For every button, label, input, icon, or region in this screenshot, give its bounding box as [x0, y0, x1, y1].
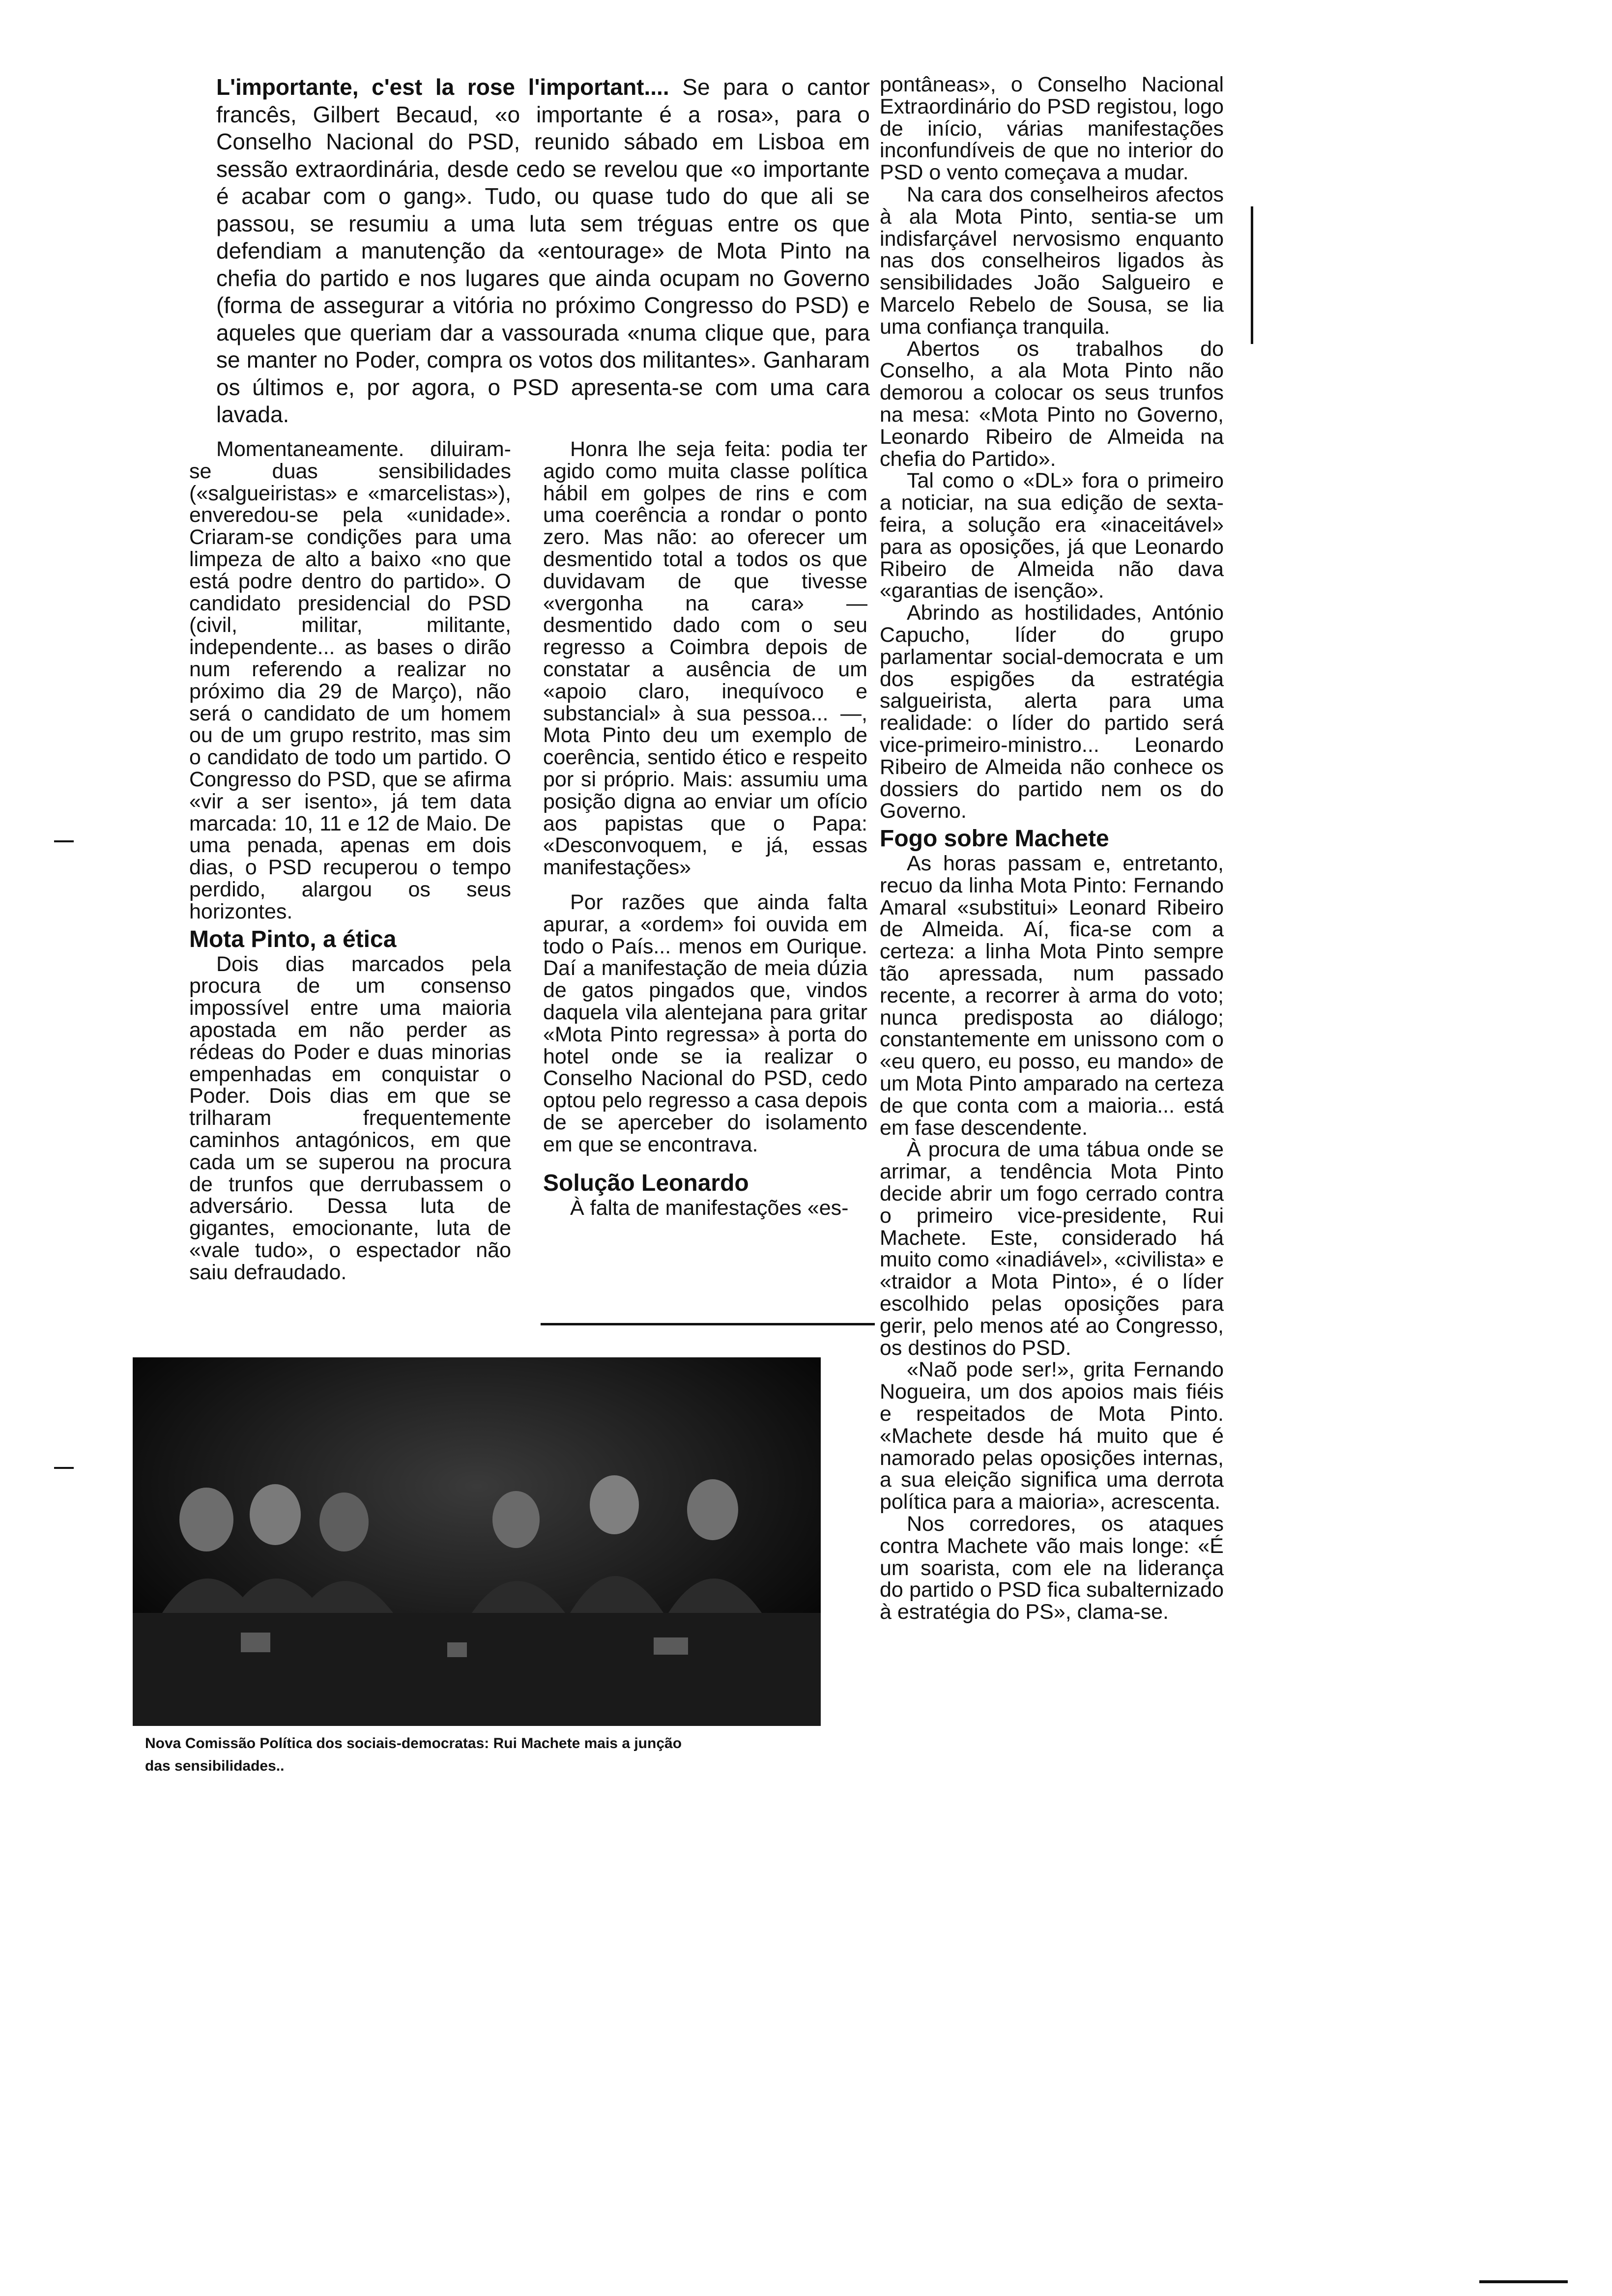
col1-paragraph-2: Dois dias marcados pela procura de um consenso impossível entre uma maioria apostada em não perder as rédeas do Poder e duas minorias empenhadas em conquistar o Poder. Dois dias em que se trilharam frequentemente caminhos antagónicos, em que cada um se superou na procura de trunfos que derrubassem o adversário. Dessa luta de gigantes, emocionante, luta de «vale tudo», o espectador não saiu defraudado.	[189, 952, 511, 1284]
photo-figures	[133, 1357, 821, 1726]
col3-paragraph-7: À procura de uma tábua onde se arrimar, a tendência Mota Pinto decide abrir um fogo cerrado contra o primeiro vice-presidente, Rui Machete. Este, considerado há muito como «inadiável», «civilista» e «traidor a Mota Pinto», é o líder escolhido pelas oposições para gerir, pelo menos até ao Congresso, os destinos do PSD.	[880, 1138, 1224, 1360]
scan-margin-mark	[1479, 2280, 1568, 2283]
scan-margin-mark	[54, 840, 74, 842]
col3-paragraph-2: Na cara dos conselheiros afectos à ala Mota Pinto, sentia-se um indisfarçável nervosismo enquanto nas dos conselheiros ligados às sensibilidades João Salgueiro e Marcelo Rebelo de Sousa, se lia uma confiança tranquila.	[880, 182, 1224, 339]
caption-line-2: das sensibilidades..	[145, 1758, 285, 1774]
scan-margin-mark	[1251, 206, 1253, 344]
col2-paragraph-2: Por razões que ainda falta apurar, a «ordem» foi ouvida em todo o País... menos em Ourique. Daí a manifestação de meia dúzia de gatos pingados que, vindos daquela vila alentejana para gritar «Mota Pinto regressa» à porta do hotel onde se ia realizar o Conselho Nacional do PSD, cedo optou pelo regresso a casa depois de se aperceber do isolamento em que se encontrava.	[543, 890, 867, 1156]
lead-paragraph	[216, 74, 870, 429]
col3-paragraph-9: Nos corredores, os ataques contra Machete vão mais longe: «É um soarista, com ele na liderança do partido o PSD fica subalternizado à estratégia do PS», clama-se.	[880, 1512, 1224, 1624]
col2-paragraph-3: À falta de manifestações «es-	[570, 1196, 849, 1220]
photo-caption	[145, 1732, 833, 1778]
lead-kicker: L'importante, c'est la rose l'important....	[216, 74, 669, 100]
caption-line-1: Nova Comissão Política dos sociais-democratas: Rui Machete mais a junção	[145, 1735, 682, 1751]
column-1	[189, 438, 511, 1283]
column-divider-rule	[541, 1323, 875, 1325]
lead-text: Se para o cantor francês, Gilbert Becaud, «o importante é a rosa», para o Conselho Nacional do PSD, reunido sábado em Lisboa em sessão extraordinária, desde cedo se revelou que «o importante é acabar com o gang». Tudo, ou quase tudo do que ali se passou, se resumiu a uma luta sem tréguas entre os que defendiam a manutenção da «entourage» de Mota Pinto na chefia do partido e nos lugares que ainda ocupam no Governo (forma de assegurar a vitória no próximo Congresso do PSD) e aqueles que queriam dar a vassourada «numa clique que, para se manter no Poder, compra os votos dos militantes». Ganharam os últimos e, por agora, o PSD apresenta-se com uma cara lavada.	[216, 74, 870, 427]
col3-paragraph-8: «Naõ pode ser!», grita Fernando Nogueira, um dos apoios mais fiéis e respeitados de Mota Pinto. «Machete desde há muito que é namorado pelas oposições internas, a sua eleição significa uma derrota política para a maioria», acrescenta.	[880, 1358, 1224, 1514]
col1-paragraph-1: Momentaneamente. diluiram-se duas sensibilidades («salgueiristas» e «marcelistas»), enveredou-se pela «unidade». Criaram-se condições para uma limpeza de alto a baixo «no que está podre dentro do partido». O candidato presidencial do PSD (civil, militar, militante, independente... as bases o dirão num referendo a realizar no próximo dia 29 de Março), não será o candidato de um homem ou de um grupo restrito, mas sim o candidato de todo um partido. O Congresso do PSD, que se afirma «vir a ser isento», já tem data marcada: 10, 11 e 12 de Maio. De uma penada, apenas em dois dias, o PSD recuperou o tempo perdido, alargou os seus horizontes.	[189, 437, 511, 923]
scan-margin-mark	[54, 1467, 74, 1469]
col3-paragraph-5: Abrindo as hostilidades, António Capucho, líder do grupo parlamentar social-democrata e um dos espigões da estratégia salgueirista, alerta para uma realidade: o líder do partido será vice-primeiro-ministro... Leonardo Ribeiro de Almeida não conhece os dossiers do partido nem os do Governo.	[880, 601, 1224, 823]
news-photo	[133, 1357, 821, 1726]
subheading-solucao-leonardo: Solução Leonardo	[543, 1170, 749, 1196]
subheading-mota-pinto-etica: Mota Pinto, a ética	[189, 926, 397, 952]
col3-paragraph-1: pontâneas», o Conselho Nacional Extraordinário do PSD registou, logo de início, várias manifestações inconfundíveis de que no interior do PSD o vento começava a mudar.	[880, 73, 1224, 185]
column-2	[543, 438, 867, 1219]
col3-paragraph-4: Tal como o «DL» fora o primeiro a noticiar, na sua edição de sexta-feira, a solução era «inaceitável» para as oposições, já que Leonardo Ribeiro de Almeida não dava «garantias de isenção».	[880, 469, 1224, 603]
col2-paragraph-1: Honra lhe seja feita: podia ter agido como muita classe política hábil em golpes de rins e com uma coerência a rondar o ponto zero. Mas não: ao oferecer um desmentido total a todos os que duvidavam de que tivesse «vergonha na cara» — desmentido dado com o seu regresso a Coimbra depois de constatar a ausência de um «apoio claro, inequívoco e substancial» à sua pessoa... —, Mota Pinto deu um exemplo de coerência, sentido ético e respeito por si próprio. Mais: assumiu uma posição digna ao enviar um ofício aos papistas que o Papa: «Desconvoquem, e já, essas manifestações»	[543, 437, 867, 880]
column-3	[880, 74, 1224, 1623]
col3-paragraph-6: As horas passam e, entretanto, recuo da linha Mota Pinto: Fernando Amaral «substitui» Leonard Ribeiro de Almeida. Aí, fica-se com a certeza: a linha Mota Pinto sempre tão apressada, num passado recente, a recorrer à arma do voto; nunca predisposta ao diálogo; constantemente em unissono com o «eu quero, eu posso, eu mando» de um Mota Pinto amparado na certeza de que conta com a maioria... está em fase descendente.	[880, 852, 1224, 1140]
subheading-fogo-sobre-machete: Fogo sobre Machete	[880, 826, 1109, 852]
col3-paragraph-3: Abertos os trabalhos do Conselho, a ala Mota Pinto não demorou a colocar os seus trunfos na mesa: «Mota Pinto no Governo, Leonardo Ribeiro de Almeida na chefia do Partido».	[880, 337, 1224, 471]
